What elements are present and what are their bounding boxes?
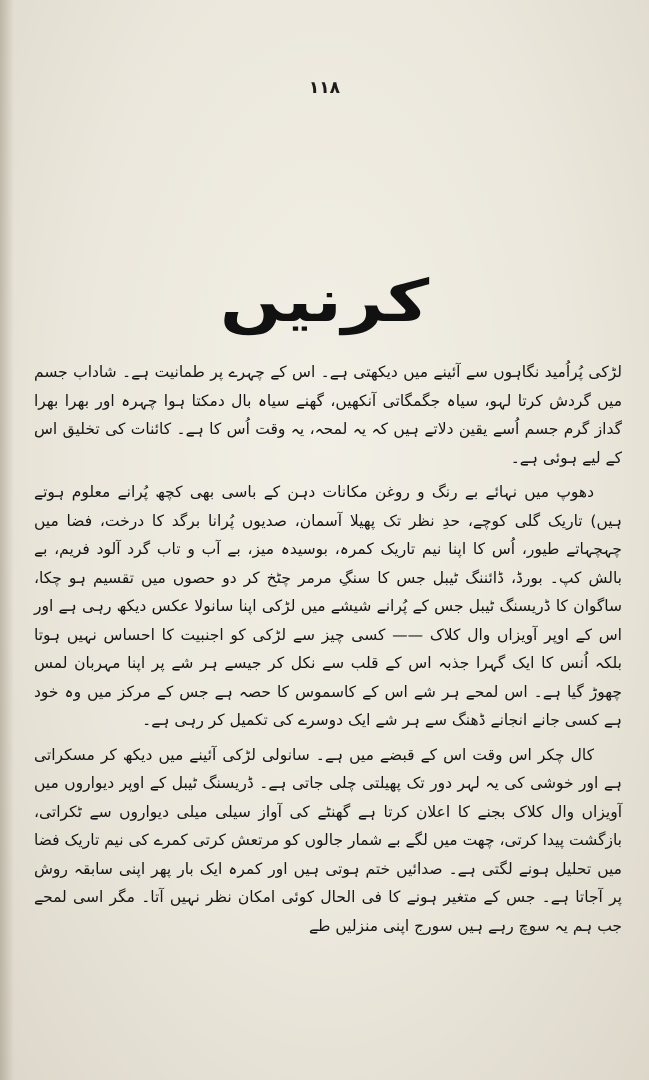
paragraph-1: لڑکی پُراُمید نگاہوں سے آئینے میں دیکھتی ہے۔ اس کے چہرے پر طمانیت ہے۔ شاداب جسم میں گردش کرتا لہو، سیاہ جگمگاتی آنکھیں، گھنے سیاہ بال دمکتا ہوا چہرہ اور بھرا بھرا گداز گرم جسم اُسے یقین دلاتے ہیں کہ یہ لمحہ، یہ وقت اُس کا ہے۔ کائنات کی تخلیق اس کے لیے ہوئی ہے۔ [34, 363, 622, 467]
paragraph-2: دھوپ میں نہائے بے رنگ و روغن مکانات دہن کے باسی بھی کچھ پُرانے معلوم ہوتے ہیں) تاریک گلی کوچے، حدِ نظر تک پھیلا آسمان، صدیوں پُرانا برگد کا درخت، فضا میں چہچہاتے طیور، اُس کا اپنا نیم تاریک کمرہ، بوسیدہ میز، بے آب و تاب گرد آلود فریم، بے بالش کپ۔ بورڈ، ڈائننگ ٹیبل جس کا سنگِ مرمر چٹخ کر دو حصوں میں تقسیم ہو چکا، ساگوان کا ڈریسنگ ٹیبل جس کے پُرانے شیشے میں لڑکی اپنا سانولا عکس دیکھ رہی ہے اور اس کے اوپر آویزاں وال کلاک —— کسی چیز سے لڑکی کو اجنبیت کا احساس نہیں ہوتا بلکہ اُنس کا ایک گہرا جذبہ اس کے قلب سے نکل کر جیسے ہر شے پر اپنا مہربان لمس چھوڑ گیا ہے۔ اس لمحے ہر شے اس کے کاسموس کا حصہ ہے جس کے مرکز میں وہ خود ہے کسی جانے انجانے ڈھنگ سے ہر شے ایک دوسرے کی تکمیل کر رہی ہے۔ [34, 483, 622, 729]
body-text [34, 358, 622, 940]
paragraph-3: کال چکر اس وقت اس کے قبضے میں ہے۔ سانولی لڑکی آئینے میں دیکھ کر مسکراتی ہے اور خوشی کی یہ لہر دور تک پھیلتی چلی جاتی ہے۔ ڈریسنگ ٹیبل کے اوپر دیواروں میں آویزاں وال کلاک بجنے کا اعلان کرتا ہے گھنٹے کی آواز سیلی میلی دیواروں سے ٹکراتی، بازگشت پیدا کرتی، چھت میں لگے بے شمار جالوں کو مرتعش کرتی کمرے کی نیم تاریک فضا میں تحلیل ہونے لگتی ہے۔ صدائیں ختم ہوتی ہیں اور کمرہ ایک بار پھر اپنی سابقہ روش پر آجاتا ہے۔ جس کے متغیر ہونے کا فی الحال کوئی امکان نظر نہیں آتا۔ مگر اسی لمحے جب ہم یہ سوچ رہے ہیں سورج اپنی منزلیں طے [34, 745, 622, 935]
binding-shadow [0, 0, 14, 1080]
page-number: ۱۱۸ [308, 78, 341, 98]
chapter-title: کرنیں [219, 267, 430, 335]
